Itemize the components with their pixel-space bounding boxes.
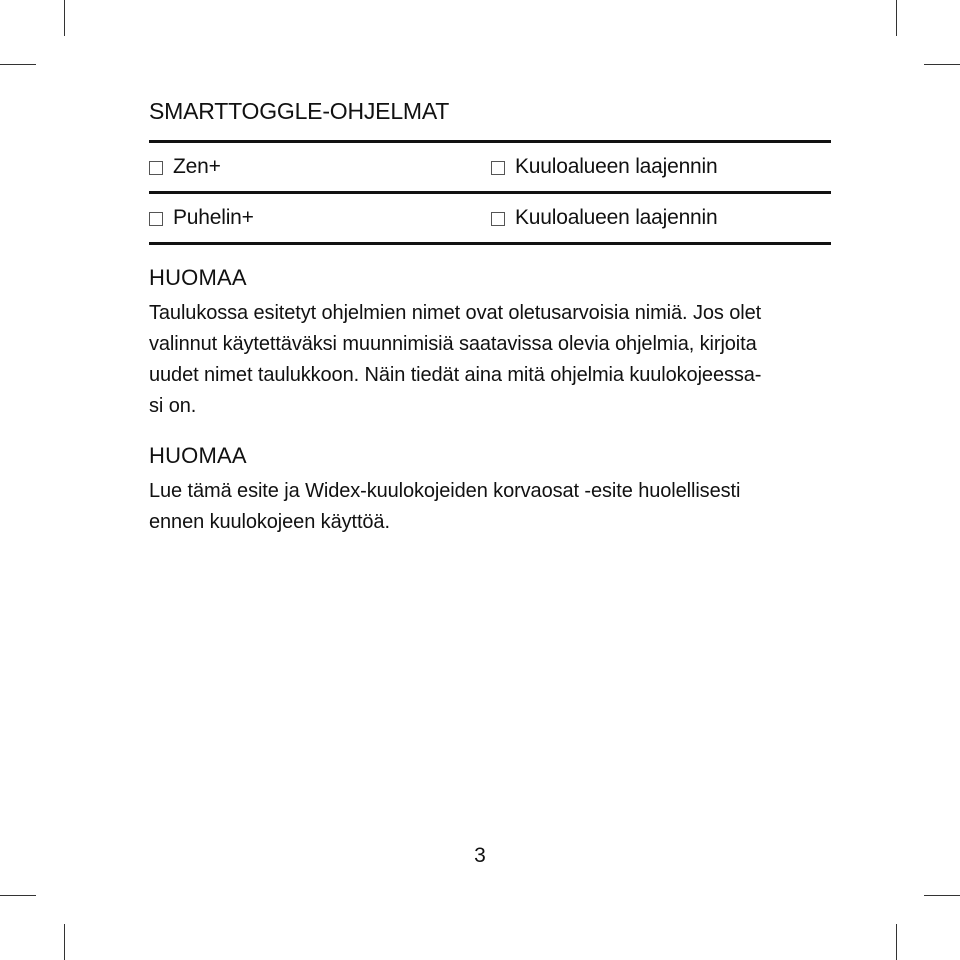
page-number: 3 bbox=[474, 844, 486, 867]
note-heading: HUOMAA bbox=[149, 265, 247, 290]
crop-mark bbox=[924, 895, 960, 896]
table-row bbox=[149, 194, 831, 242]
crop-mark bbox=[896, 0, 897, 36]
note-heading: HUOMAA bbox=[149, 443, 247, 468]
table-cell bbox=[149, 155, 491, 179]
note-block bbox=[149, 442, 831, 538]
program-name: Zen+ bbox=[173, 155, 221, 178]
table-cell bbox=[491, 206, 831, 230]
crop-mark bbox=[0, 895, 36, 896]
table-row bbox=[149, 143, 831, 191]
checkbox-icon bbox=[491, 161, 505, 175]
table-cell bbox=[491, 155, 831, 179]
program-name: Kuuloalueen laajennin bbox=[515, 155, 718, 178]
note-line: valinnut käytettäväksi muunnimisiä saatavissa olevia ohjelmia, kirjoita bbox=[149, 333, 757, 355]
checkbox-icon bbox=[491, 212, 505, 226]
note-line: uudet nimet taulukkoon. Näin tiedät aina mitä ohjelmia kuulokojeessa- bbox=[149, 364, 762, 386]
note-line: ennen kuulokojeen käyttöä. bbox=[149, 511, 390, 533]
table-cell bbox=[149, 206, 491, 230]
note-text bbox=[149, 476, 831, 538]
page-content bbox=[149, 96, 831, 538]
program-name: Puhelin+ bbox=[173, 206, 254, 229]
note-block bbox=[149, 264, 831, 422]
note-text bbox=[149, 298, 831, 422]
checkbox-icon bbox=[149, 212, 163, 226]
table-rule bbox=[149, 242, 831, 245]
crop-mark bbox=[896, 924, 897, 960]
note-line: Lue tämä esite ja Widex-kuulokojeiden korvaosat -esite huolellisesti bbox=[149, 480, 741, 502]
crop-mark bbox=[64, 0, 65, 36]
program-table bbox=[149, 140, 831, 245]
note-line: Taulukossa esitetyt ohjelmien nimet ovat oletusarvoisia nimiä. Jos olet bbox=[149, 302, 762, 324]
crop-mark bbox=[924, 64, 960, 65]
program-name: Kuuloalueen laajennin bbox=[515, 206, 718, 229]
checkbox-icon bbox=[149, 161, 163, 175]
crop-mark bbox=[0, 64, 36, 65]
crop-mark bbox=[64, 924, 65, 960]
note-line: si on. bbox=[149, 395, 197, 417]
section-title: SMARTTOGGLE-OHJELMAT bbox=[149, 98, 450, 124]
